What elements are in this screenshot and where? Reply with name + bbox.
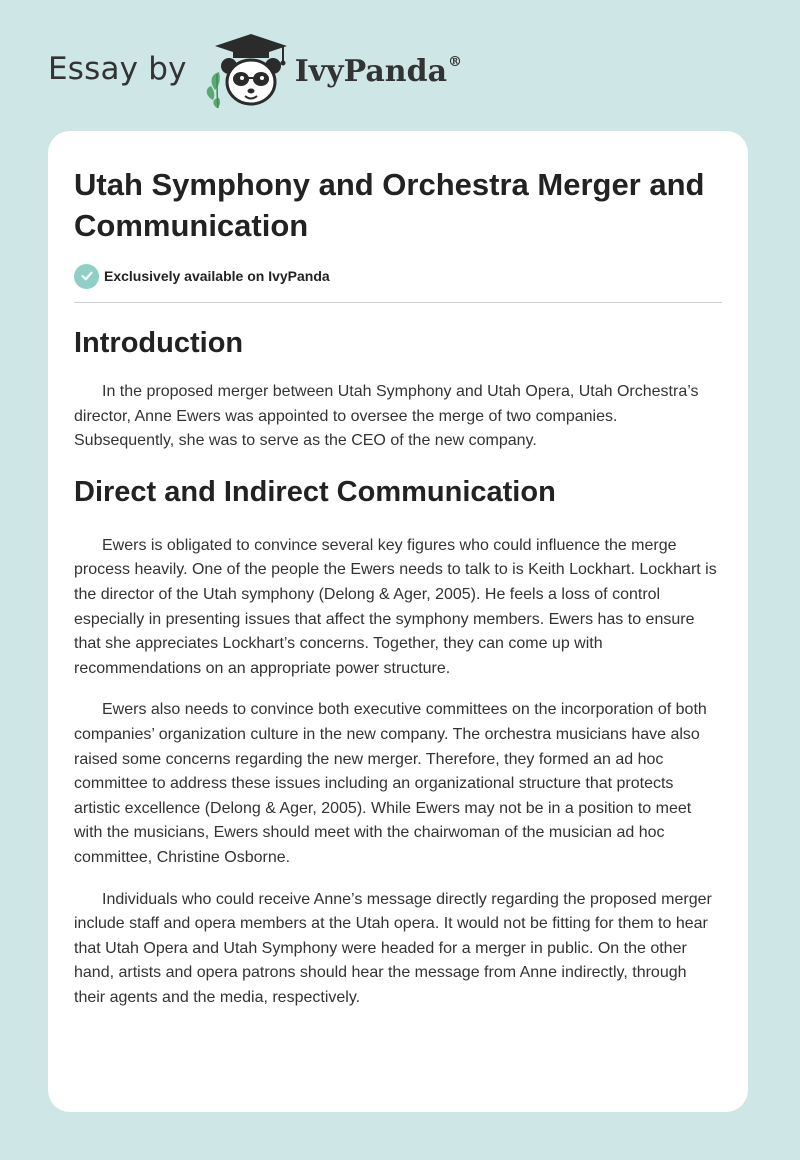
section-heading-communication: Direct and Indirect Communication bbox=[74, 475, 556, 508]
panda-graduate-icon[interactable] bbox=[201, 30, 291, 110]
site-header bbox=[48, 30, 462, 110]
essay-card bbox=[48, 131, 748, 1112]
paragraph-communication-3: Individuals who could receive Anne’s message directly regarding the proposed merger include staff and opera members at the Utah opera. It would not be fitting for them to hear that Utah Opera and Utah Symphony were headed for a merger in public. On the other hand, artists and opera patrons should hear the message from Anne indirectly, through their agents and the media, respectively. bbox=[74, 890, 712, 1006]
check-circle-icon bbox=[74, 264, 99, 289]
brand-name[interactable] bbox=[295, 54, 462, 89]
title-divider bbox=[74, 302, 722, 303]
essay-by-label: Essay by bbox=[48, 51, 187, 87]
exclusive-badge bbox=[74, 263, 722, 289]
brand-name-text: IvyPanda bbox=[294, 53, 448, 89]
paragraph-introduction: In the proposed merger between Utah Symphony and Utah Opera, Utah Orchestra’s director, Anne Ewers was appointed to oversee the merge of two companies. Subsequently, she was to serve as the CEO of the new company. bbox=[74, 383, 699, 450]
page-title: Utah Symphony and Orchestra Merger and Communication bbox=[74, 167, 705, 243]
check-mark-icon bbox=[80, 269, 94, 283]
registered-mark: ® bbox=[448, 53, 463, 70]
paragraph-communication-1: Ewers is obligated to convince several key figures who could influence the merge process heavily. One of the people the Ewers needs to talk to is Keith Lockhart. Lockhart is the director of the Utah symphony (Delong & Ager, 2005). He feels a loss of control especially in presenting issues that affect the symphony members. Ewers has to ensure that she appreciates Lockhart’s concerns. Together, they can come up with recommendations on an appropriate power structure. bbox=[74, 536, 717, 677]
essay-content bbox=[74, 164, 722, 1010]
exclusive-label: Exclusively available on IvyPanda bbox=[104, 268, 330, 284]
section-heading-introduction: Introduction bbox=[74, 327, 244, 359]
paragraph-communication-2: Ewers also needs to convince both executive committees on the incorporation of both companies’ organization culture in the new company. The orchestra musicians have also raised some concerns regarding the new merger. Therefore, they formed an ad hoc committee to address these issues including an organizational structure that protects artistic excellence (Delong & Ager, 2005). While Ewers may not be in a position to meet with the musicians, Ewers should meet with the chairwoman of the musician ad hoc committee, Christine Osborne. bbox=[74, 701, 707, 866]
